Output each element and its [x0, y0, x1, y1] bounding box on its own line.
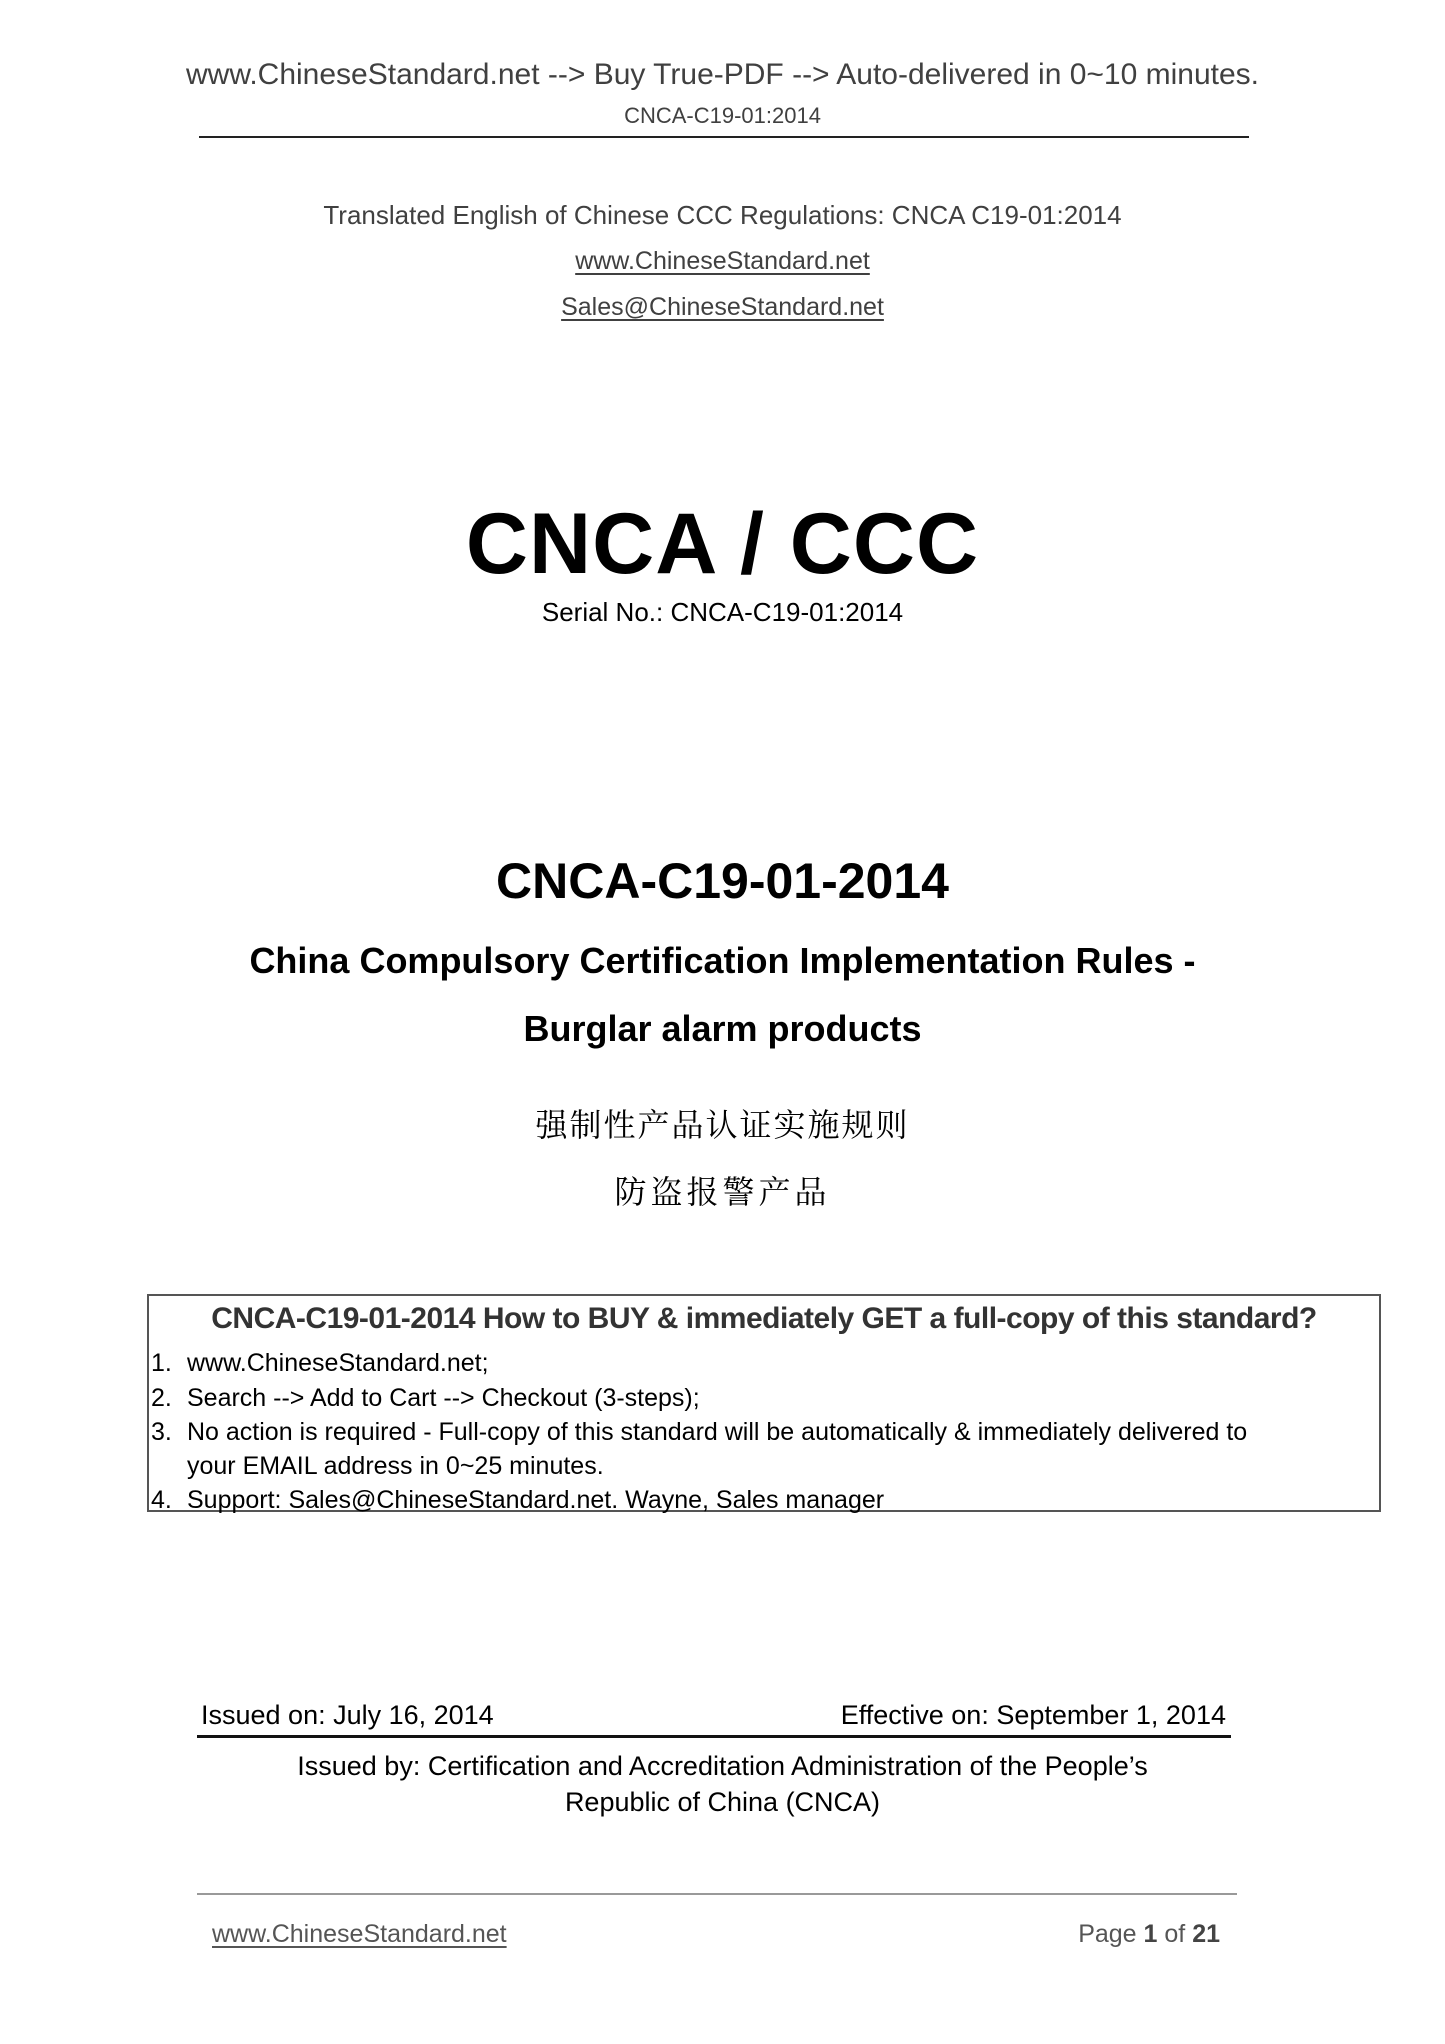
step-number: 3.: [151, 1418, 172, 1446]
issue-divider: [197, 1735, 1231, 1738]
buy-step-4: [151, 1486, 884, 1515]
effective-on-date: Effective on: September 1, 2014: [840, 1700, 1226, 1730]
header-divider: [199, 136, 1249, 138]
email-link[interactable]: Sales@ChineseStandard.net: [561, 293, 884, 321]
serial-number: Serial No.: CNCA-C19-01:2014: [541, 597, 904, 627]
chinese-title-line1: 强制性产品认证实施规则: [535, 1106, 910, 1144]
page-prefix: Page: [1078, 1920, 1144, 1948]
document-title-line1: China Compulsory Certification Implementation Rules -: [249, 940, 1196, 981]
document-title-line2: Burglar alarm products: [523, 1008, 922, 1049]
buy-step-1: [151, 1349, 489, 1378]
website-link[interactable]: www.ChineseStandard.net: [575, 247, 870, 275]
page-of: of: [1157, 1920, 1193, 1948]
step-text[interactable]: www.ChineseStandard.net;: [187, 1349, 489, 1377]
step-number: 1.: [151, 1349, 172, 1377]
header-promo-line: www.ChineseStandard.net --> Buy True-PDF --> Auto-delivered in 0~10 minutes.: [185, 58, 1260, 91]
page-number: [1078, 1920, 1220, 1949]
standard-code: CNCA-C19-01-2014: [496, 853, 949, 909]
issued-by: [0, 1748, 1445, 1820]
step-text: Search --> Add to Cart --> Checkout (3-steps);: [187, 1384, 700, 1412]
cover-big-title: CNCA / CCC: [465, 496, 980, 592]
footer-divider: [197, 1893, 1237, 1895]
issued-by-line2: Republic of China (CNCA): [564, 1787, 881, 1817]
step-number: 2.: [151, 1384, 172, 1412]
how-to-buy-title: CNCA-C19-01-2014 How to BUY & immediately GET a full-copy of this standard?: [211, 1302, 1317, 1335]
buy-step-3: [151, 1418, 1247, 1447]
page-current: 1: [1143, 1920, 1158, 1948]
issued-on-date: Issued on: July 16, 2014: [201, 1700, 494, 1730]
how-to-buy-box: [147, 1294, 1381, 1512]
page-total: 21: [1192, 1920, 1220, 1948]
step-text: Support: Sales@ChineseStandard.net. Wayne, Sales manager: [187, 1486, 885, 1514]
chinese-title-line2: 防盗报警产品: [614, 1173, 831, 1211]
header-doc-code: CNCA-C19-01:2014: [624, 103, 821, 128]
buy-step-3-continuation: your EMAIL address in 0~25 minutes.: [187, 1452, 604, 1480]
step-text: No action is required - Full-copy of this standard will be automatically & immediately delivered to: [187, 1418, 1248, 1446]
buy-step-2: [151, 1384, 700, 1413]
step-number: 4.: [151, 1486, 172, 1514]
translated-line: Translated English of Chinese CCC Regulations: CNCA C19-01:2014: [323, 200, 1122, 230]
issued-by-line1: Issued by: Certification and Accreditation Administration of the People’s: [297, 1751, 1148, 1781]
footer-website-link[interactable]: www.ChineseStandard.net: [212, 1920, 507, 1948]
